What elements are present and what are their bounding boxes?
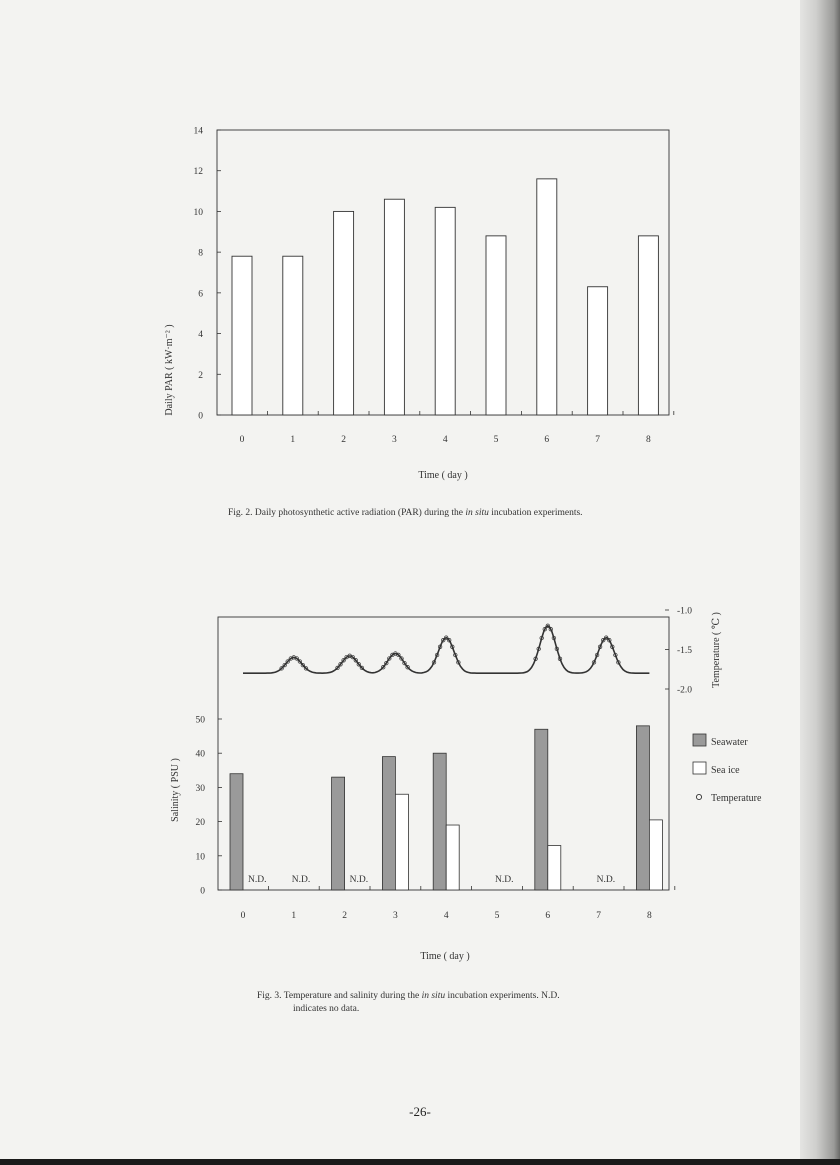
fig2-xtick-label: 0 bbox=[239, 435, 245, 445]
fig3-ytick-label: 40 bbox=[195, 749, 205, 760]
fig3-bar-seawater-day-2 bbox=[332, 777, 345, 890]
fig2-xtick-label: 6 bbox=[544, 435, 550, 445]
fig2-xtick-label: 4 bbox=[442, 435, 448, 445]
fig2-ytick-label: 6 bbox=[198, 289, 203, 300]
fig3-xtick-label: 3 bbox=[393, 911, 398, 921]
fig3-xtick-label: 6 bbox=[545, 911, 551, 921]
legend-label-sea-ice: Sea ice bbox=[711, 765, 740, 776]
fig3-temp-ylabel: Temperature ( ℃ ) bbox=[711, 612, 722, 688]
page-number: -26- bbox=[409, 1104, 431, 1119]
fig2-xtick-label: 1 bbox=[290, 435, 296, 445]
fig2-xtick-label: 8 bbox=[646, 435, 651, 445]
fig3-bar-seawater-day-3 bbox=[382, 757, 395, 890]
fig2-ytick-label: 14 bbox=[193, 126, 203, 137]
legend-label-seawater: Seawater bbox=[711, 737, 748, 748]
legend-swatch-seawater bbox=[693, 734, 706, 746]
fig3-caption bbox=[257, 990, 560, 1016]
fig3-xtick-label: 1 bbox=[291, 911, 297, 921]
fig3-caption-post: incubation experiments. N.D. bbox=[445, 991, 560, 1001]
fig3-ylabel: Salinity ( PSU ) bbox=[170, 758, 181, 822]
fig3-ytick-label: 30 bbox=[195, 783, 205, 794]
fig2-ytick-label: 2 bbox=[198, 370, 203, 381]
fig3-bar-seawater-day-6 bbox=[535, 729, 548, 890]
fig3-xtick-label: 5 bbox=[494, 911, 500, 921]
fig2-caption-pre: Fig. 2. Daily photosynthetic active radiation (PAR) during the bbox=[228, 508, 466, 518]
fig2-bar-day-4 bbox=[435, 207, 455, 415]
fig2-ytick-label: 10 bbox=[193, 207, 203, 218]
fig3-nd-label: N.D. bbox=[291, 875, 311, 885]
fig2-ylabel: Daily PAR ( kW·m⁻² ) bbox=[164, 324, 175, 416]
fig2-bar-day-8 bbox=[638, 236, 658, 415]
fig3-bar-seawater-day-8 bbox=[636, 726, 649, 890]
fig2-xtick-label: 2 bbox=[341, 435, 346, 445]
fig2-bar-day-1 bbox=[283, 256, 303, 415]
fig3-bar-seawater-day-0 bbox=[230, 774, 243, 890]
fig2-bar-day-0 bbox=[232, 256, 252, 415]
fig2-bar-day-5 bbox=[486, 236, 506, 415]
fig3-ytick-label: 10 bbox=[195, 852, 205, 863]
fig3-ytick-label: 0 bbox=[200, 886, 205, 897]
fig2-bar-day-6 bbox=[537, 179, 557, 415]
fig3-xtick-label: 7 bbox=[596, 911, 601, 921]
fig3-caption-em: in situ bbox=[421, 991, 446, 1001]
fig3-ytick-label: 20 bbox=[195, 818, 205, 829]
legend-marker-temperature bbox=[696, 794, 701, 799]
fig3-chart bbox=[0, 590, 840, 990]
fig3-xtick-label: 0 bbox=[240, 911, 246, 921]
fig3-caption-line2: indicates no data. bbox=[293, 1004, 360, 1014]
fig2-caption-post: incubation experiments. bbox=[488, 508, 583, 518]
bottom-edge bbox=[0, 1159, 840, 1165]
fig3-xtick-label: 4 bbox=[443, 911, 449, 921]
fig2-chart bbox=[0, 100, 840, 600]
fig3-nd-label: N.D. bbox=[596, 875, 616, 885]
fig2-ytick-label: 0 bbox=[198, 411, 203, 422]
fig3-nd-label: N.D. bbox=[248, 875, 267, 885]
fig2-xtick-label: 3 bbox=[392, 435, 397, 445]
fig2-xtick-label: 7 bbox=[595, 435, 600, 445]
fig3-caption-pre: Fig. 3. Temperature and salinity during the bbox=[257, 991, 422, 1001]
fig2-ytick-label: 4 bbox=[198, 330, 203, 341]
fig3-xtick-label: 2 bbox=[342, 911, 347, 921]
fig2-xlabel: Time ( day ) bbox=[418, 470, 468, 481]
fig2-xtick-label: 5 bbox=[493, 435, 499, 445]
fig2-caption bbox=[228, 507, 583, 520]
legend-swatch-sea-ice bbox=[693, 762, 706, 774]
fig2-bar-day-3 bbox=[384, 199, 404, 415]
fig2-bar-day-7 bbox=[588, 287, 608, 415]
fig2-bar-day-2 bbox=[334, 211, 354, 415]
fig3-xlabel: Time ( day ) bbox=[420, 951, 470, 962]
fig3-ytick-label: 50 bbox=[195, 715, 205, 726]
fig3-nd-label: N.D. bbox=[495, 875, 514, 885]
fig3-bar-sea-ice-day-3 bbox=[395, 794, 408, 890]
fig3-bar-sea-ice-day-6 bbox=[548, 846, 561, 890]
legend-label-temperature: Temperature bbox=[711, 793, 762, 804]
fig3-temp-tick-label: -1.5 bbox=[677, 646, 693, 656]
fig3-temp-tick-label: -2.0 bbox=[677, 685, 693, 696]
fig3-nd-label: N.D. bbox=[349, 875, 369, 885]
fig3-xtick-label: 8 bbox=[647, 911, 652, 921]
fig3-bar-sea-ice-day-4 bbox=[446, 825, 459, 890]
fig3-legend bbox=[693, 734, 762, 804]
fig2-caption-em: in situ bbox=[465, 508, 489, 518]
fig3-temp-tick-label: -1.0 bbox=[677, 606, 693, 617]
fig2-ytick-label: 12 bbox=[193, 167, 203, 178]
fig3-bar-seawater-day-4 bbox=[433, 753, 446, 890]
fig2-ytick-label: 8 bbox=[198, 248, 203, 259]
fig3-bar-sea-ice-day-8 bbox=[649, 820, 662, 890]
